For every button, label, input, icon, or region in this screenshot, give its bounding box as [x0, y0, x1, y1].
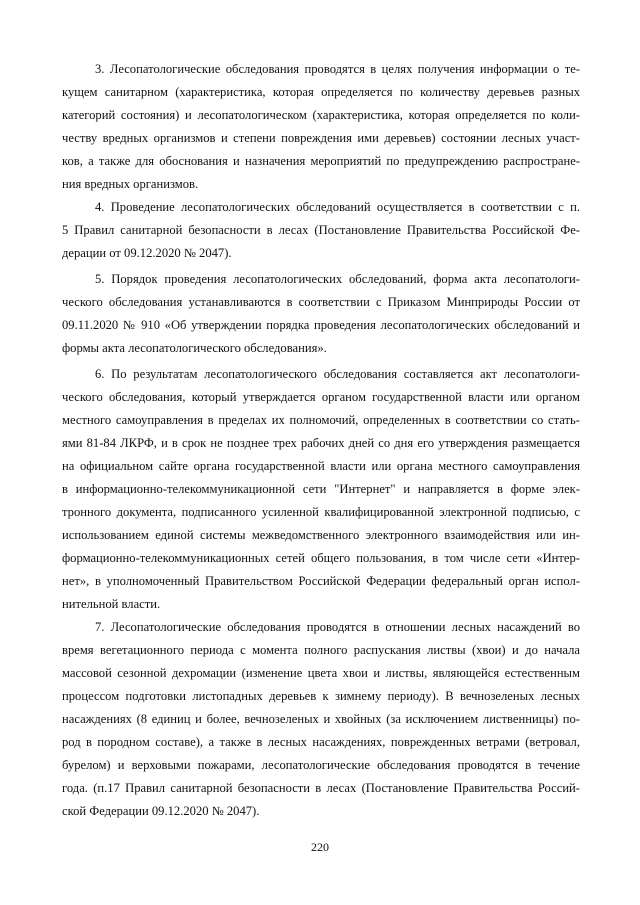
paragraph-6-line: нет», в уполномоченный Правительством Российской Федерации федеральный орган испол-: [62, 574, 580, 588]
paragraph-3-line: категорий состояния) и лесопатологическом (характеристика, которая определяется по коли-: [62, 108, 580, 122]
paragraph-4-line: дерации от 09.12.2020 № 2047).: [62, 246, 232, 260]
paragraph-6-line: ческого обследования, который утверждается органом государственной власти или органом: [62, 390, 580, 404]
paragraph-6-line: местного самоуправления в пределах их полномочий, определенных в соответствии со стать-: [62, 413, 580, 427]
paragraph-7-line: род в породном составе), а также в лесных насаждениях, поврежденных ветрами (ветровал,: [62, 735, 580, 749]
paragraph-5-line: 5. Порядок проведения лесопатологических обследований, форма акта лесопатологи-: [95, 272, 580, 286]
paragraph-6-line: в информационно-телекоммуникационной сети "Интернет" и направляется в форме элек-: [62, 482, 580, 496]
paragraph-7-line: года. (п.17 Правил санитарной безопасности в лесах (Постановление Правительства Россий-: [62, 781, 580, 795]
paragraph-7-line: насаждениях (8 единиц и более, вечнозеленых и хвойных (за исключением лиственницы) по-: [62, 712, 580, 726]
paragraph-7-line: процессом подготовки листопадных деревьев к зимнему периоду). В вечнозеленых лесных: [62, 689, 580, 703]
paragraph-6-line: тронного документа, подписанного усиленной квалифицированной электронной подписью, с: [62, 505, 580, 519]
page-number: 220: [311, 840, 329, 854]
paragraph-7-line: массовой сезонной дехромации (изменение цвета хвои и листвы, являющейся естественным: [62, 666, 580, 680]
paragraph-6-line: формационно-телекоммуникационных сетей общего пользования, в том числе сети «Интер-: [62, 551, 580, 565]
paragraph-6-line: нительной власти.: [62, 597, 161, 611]
paragraph-4-line: 4. Проведение лесопатологических обследований осуществляется в соответствии с п.: [95, 200, 580, 214]
paragraph-3-line: ков, а также для обоснования и назначения мероприятий по предупреждению распростране-: [62, 154, 580, 168]
paragraph-3-line: ния вредных организмов.: [62, 177, 199, 191]
paragraph-3-line: честву вредных организмов и степени повреждения ими деревьев) состоянии лесных участ-: [62, 131, 580, 145]
paragraph-6-line: 6. По результатам лесопатологического обследования составляется акт лесопатологи-: [95, 367, 580, 381]
paragraph-7-line: бурелом) и верховыми пожарами, лесопатологические обследования проводятся в течение: [62, 758, 580, 772]
paragraph-6-line: ями 81-84 ЛКРФ, и в срок не позднее трех рабочих дней со дня его утверждения размещается: [62, 436, 580, 450]
paragraph-5-line: 09.11.2020 № 910 «Об утверждении порядка проведения лесопатологических обследований и: [62, 318, 580, 332]
paragraph-7-line: 7. Лесопатологические обследования проводятся в отношении лесных насаждений во: [95, 620, 580, 634]
paragraph-5-line: ческого обследования устанавливаются в соответствии с Приказом Минприроды России от: [62, 295, 580, 309]
paragraph-3-line: кущем санитарном (характеристика, которая определяется по количеству деревьев разных: [62, 85, 580, 99]
paragraph-4-line: 5 Правил санитарной безопасности в лесах (Постановление Правительства Российской Фе-: [62, 223, 580, 237]
paragraph-7-line: ской Федерации 09.12.2020 № 2047).: [62, 804, 260, 818]
paragraph-3-line: 3. Лесопатологические обследования проводятся в целях получения информации о те-: [95, 62, 580, 76]
paragraph-6-line: на официальном сайте органа государственной власти или органа местного самоуправления: [62, 459, 580, 473]
paragraph-6-line: использованием единой системы межведомственного электронного взаимодействия или ин-: [62, 528, 580, 542]
paragraph-5-line: формы акта лесопатологического обследования».: [62, 341, 327, 355]
paragraph-7-line: время вегетационного периода с момента полного распускания листвы (хвои) и до начала: [62, 643, 580, 657]
